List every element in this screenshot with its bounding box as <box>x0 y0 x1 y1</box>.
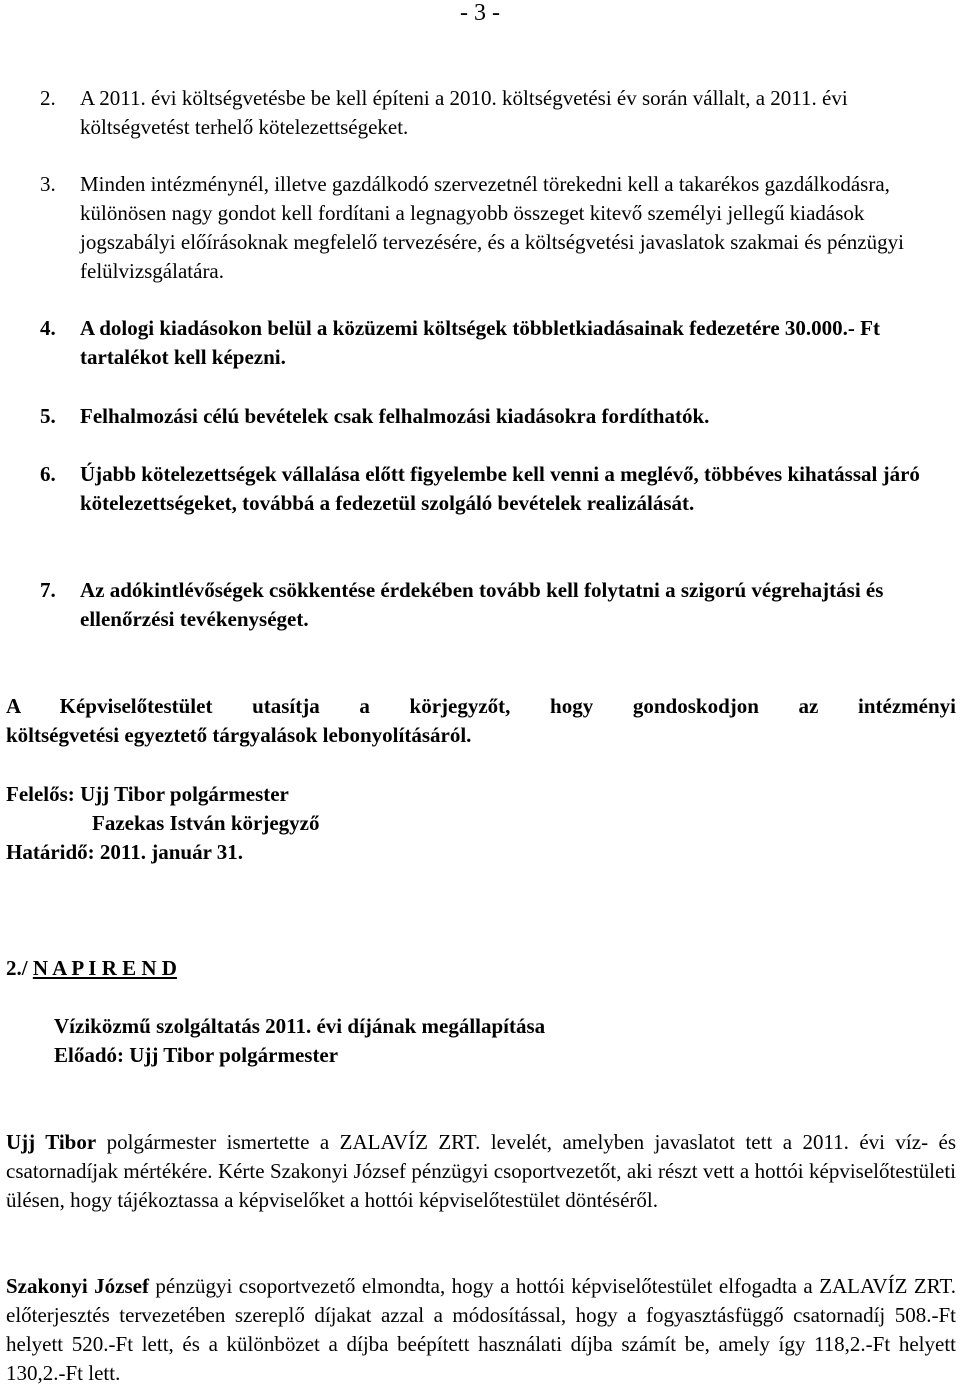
list-item <box>40 314 960 372</box>
responsible-person-1: Ujj Tibor polgármester <box>80 782 289 806</box>
agenda-presenter: Előadó: Ujj Tibor polgármester <box>54 1043 339 1067</box>
item-number: 5. <box>40 404 56 428</box>
item-number: 4. <box>40 316 56 340</box>
agenda-prefix: 2./ <box>6 956 33 980</box>
item-text: Felhalmozási célú bevételek csak felhalmozási kiadásokra fordíthatók. <box>80 404 710 428</box>
resolution-line-2: költségvetési egyeztető tárgyalások lebonyolításáról. <box>6 723 472 747</box>
agenda-heading <box>6 954 956 983</box>
paragraph-text: polgármester ismertette a ZALAVÍZ ZRT. levelét, amelyben javaslatot tett a 2011. évi víz- és csatornadíjak mértékére. Kérte Szakonyi József pénzügyi csoportvezetőt, aki részt vett a hottói képviselőtestületi ülésen, hogy tájékoztassa a képviselőket a hottói képviselőtestület döntéséről. <box>6 1130 957 1212</box>
speaker-name: Ujj Tibor <box>6 1130 97 1154</box>
item-text: Az adókintlévőségek csökkentése érdekében tovább kell folytatni a szigorú végrehajtási és ellenőrzési tevékenységet. <box>80 578 884 631</box>
list-item <box>40 402 960 431</box>
responsible-label: Felelős: <box>6 782 81 806</box>
list-item <box>40 460 960 518</box>
item-number: 7. <box>40 578 56 602</box>
item-number: 2. <box>40 86 56 110</box>
paragraph-1 <box>6 1128 956 1215</box>
responsible-block <box>6 780 956 867</box>
resolution-line-1: A Képviselőtestület utasítja a körjegyzőt, hogy gondoskodjon az intézményi <box>6 694 956 718</box>
paragraph-text: pénzügyi csoportvezető elmondta, hogy a hottói képviselőtestület elfogadta a ZALAVÍZ ZRT. előterjesztés tervezetében szereplő díjakat azzal a módosítással, hogy a fogyasztásfüggő csatornadíj 508.-Ft helyett 520.-Ft lett, és a különbözet a díjba beépített használati díjba számít be, amely így 118,2.-Ft helyett 130,2.-Ft lett. <box>6 1274 956 1385</box>
page-number: - 3 - <box>460 0 500 26</box>
item-text: A dologi kiadásokon belül a közüzemi költségek többletkiadásainak fedezetére 30.000.- Ft tartalékot kell képezni. <box>80 316 880 369</box>
paragraph-2 <box>6 1272 956 1388</box>
speaker-name: Szakonyi József <box>6 1274 149 1298</box>
deadline: Határidő: 2011. január 31. <box>6 840 244 864</box>
item-text: Minden intézménynél, illetve gazdálkodó szervezetnél törekedni kell a takarékos gazdálkodásra, különösen nagy gondot kell fordítani a legnagyobb összeget kitevő személyi jellegű kiadások jogszabályi előírásoknak megfelelő tervezésére, és a költségvetési javaslatok szakmai és pénzügyi felülvizsgálatára. <box>80 172 904 283</box>
resolution-text <box>6 692 956 750</box>
list-item <box>40 576 960 634</box>
agenda-topic: Víziközmű szolgáltatás 2011. évi díjának megállapítása <box>54 1014 546 1038</box>
responsible-person-2: Fazekas István körjegyző <box>92 811 320 835</box>
item-text: A 2011. évi költségvetésbe be kell építeni a 2010. költségvetési év során vállalt, a 2011. évi költségvetést terhelő kötelezettségeket. <box>80 86 848 139</box>
item-number: 3. <box>40 172 56 196</box>
item-text: Újabb kötelezettségek vállalása előtt figyelembe kell venni a meglévő, többéves kihatással járó kötelezettségeket, továbbá a fedezetül szolgáló bevételek realizálását. <box>80 462 920 515</box>
agenda-topic-block <box>54 1012 954 1070</box>
list-item <box>40 84 960 142</box>
agenda-title: N A P I R E N D <box>32 956 177 980</box>
item-number: 6. <box>40 462 56 486</box>
list-item <box>40 170 960 286</box>
